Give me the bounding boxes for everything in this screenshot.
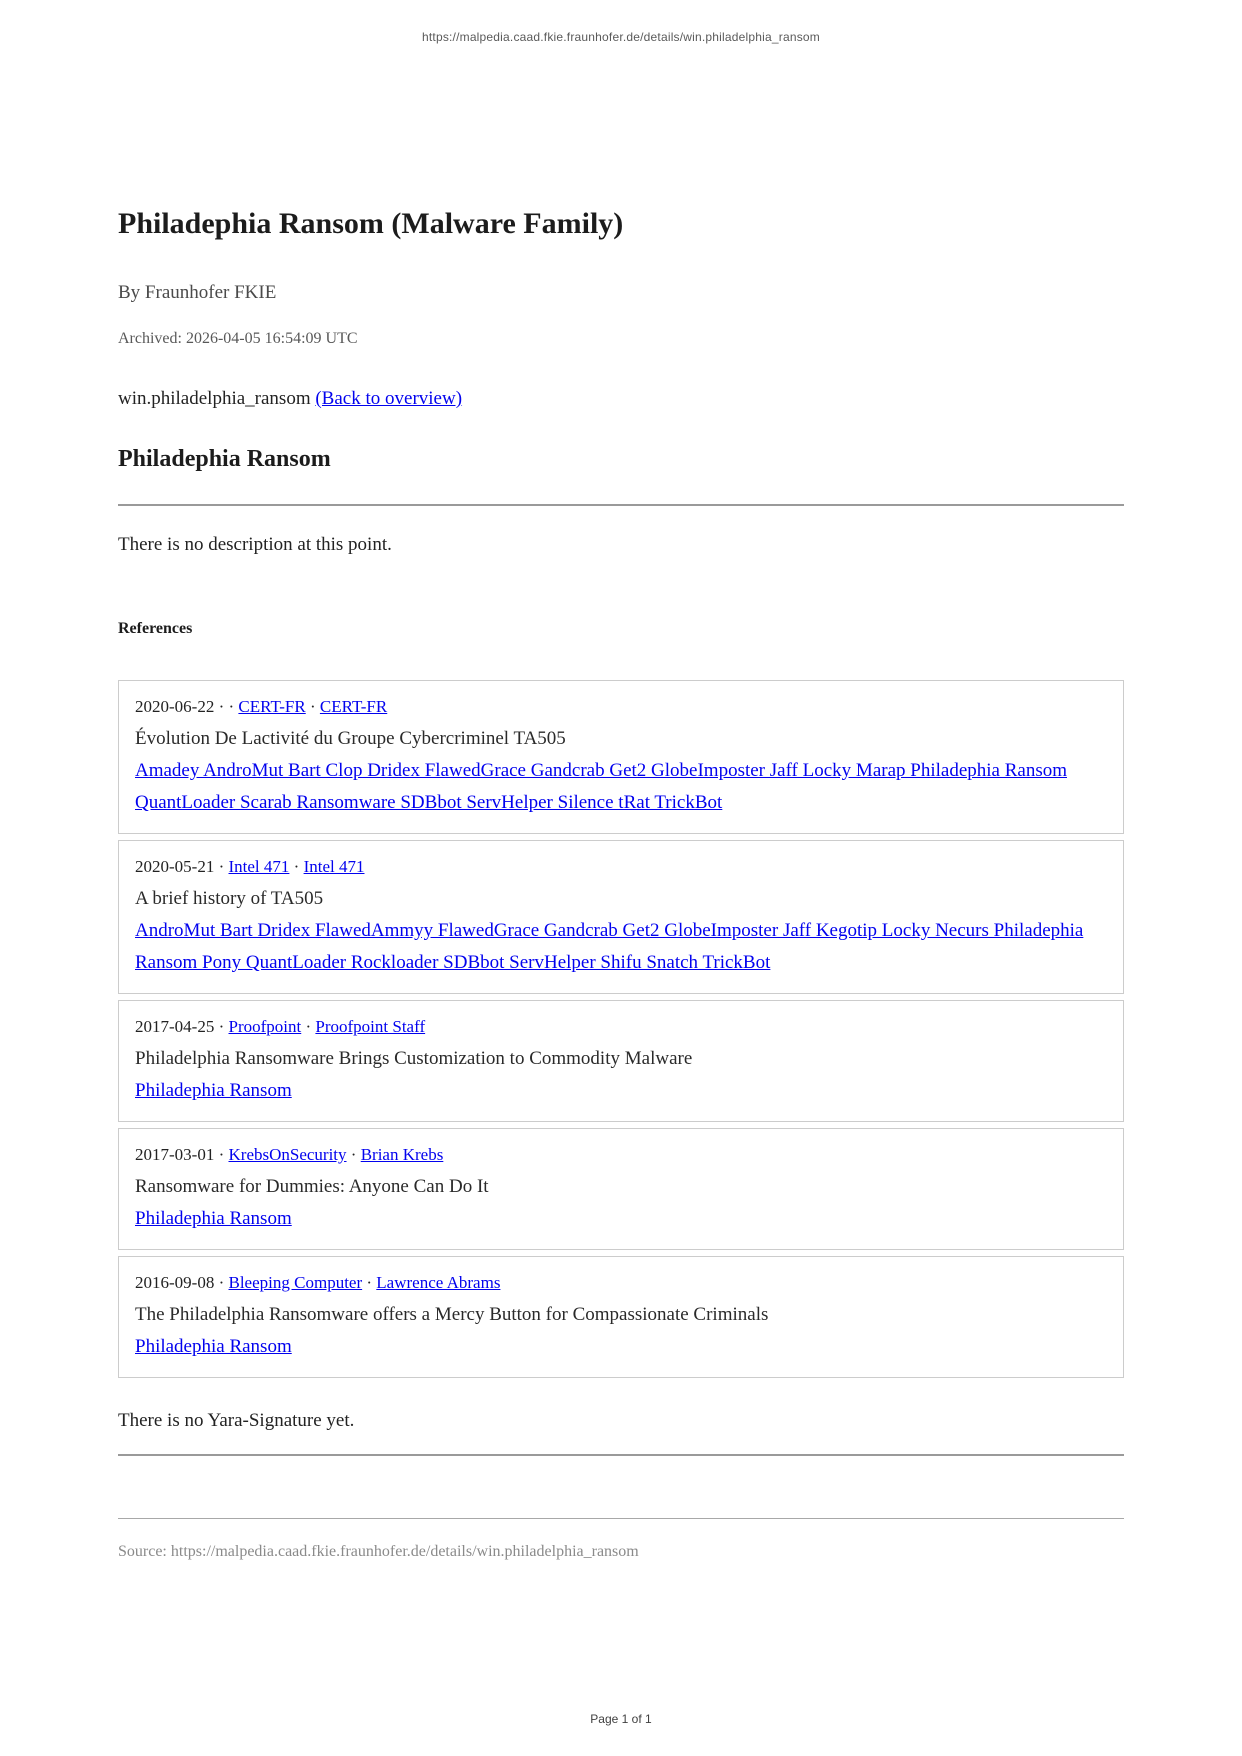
reference-card (118, 1128, 1124, 1250)
family-slug: win.philadelphia_ransom (118, 388, 311, 409)
family-heading: Philadephia Ransom (118, 446, 331, 472)
references-heading: References (118, 620, 193, 637)
reference-date: 2020-06-22 (135, 697, 215, 716)
reference-title: Ransomware for Dummies: Anyone Can Do It (135, 1176, 489, 1197)
source-link[interactable]: Proofpoint (228, 1017, 302, 1036)
separator-dot: · · (218, 697, 235, 716)
family-links-text[interactable]: Philadephia Ransom (135, 1208, 292, 1229)
archived-timestamp: Archived: 2026-04-05 16:54:09 UTC (118, 330, 358, 347)
reference-card (118, 1000, 1124, 1122)
separator-dot: · (309, 697, 316, 716)
family-links-text[interactable]: AndroMut Bart Dridex FlawedAmmyy FlawedGrace Gandcrab Get2 GlobeImposter Jaff Kegotip Locky Necurs Philadephia Ransom Pony QuantLoader Rockloader SDBbot ServHelper Shifu Snatch TrickBot (135, 920, 1084, 973)
content-column (118, 206, 1124, 1563)
yara-status-text: There is no Yara-Signature yet. (118, 1410, 355, 1431)
separator-dot: · (305, 1017, 312, 1036)
section-divider (118, 504, 1124, 506)
author-link[interactable]: Brian Krebs (360, 1145, 444, 1164)
reference-meta (135, 1139, 1107, 1171)
references-list (118, 680, 1124, 1378)
family-links-text[interactable]: Philadephia Ransom (135, 1080, 292, 1101)
family-links-text[interactable]: Amadey AndroMut Bart Clop Dridex FlawedGrace Gandcrab Get2 GlobeImposter Jaff Locky Marap Philadephia Ransom QuantLoader Scarab Ransomware SDBbot ServHelper Silence tRat TrickBot (135, 760, 1067, 813)
family-links (135, 915, 1107, 979)
page-title: Philadephia Ransom (Malware Family) (118, 207, 624, 240)
back-to-overview-link[interactable]: (Back to overview) (315, 388, 463, 409)
separator-dot: · (218, 1017, 225, 1036)
reference-title: Philadelphia Ransomware Brings Customization to Commodity Malware (135, 1048, 693, 1069)
page-number: Page 1 of 1 (590, 1712, 652, 1726)
reference-date: 2017-03-01 (135, 1145, 215, 1164)
family-links (135, 1331, 1107, 1363)
separator-dot: · (218, 1273, 225, 1292)
reference-date: 2016-09-08 (135, 1273, 215, 1292)
reference-date: 2020-05-21 (135, 857, 215, 876)
section-divider-bottom (118, 1454, 1124, 1456)
reference-meta (135, 1011, 1107, 1043)
author-link[interactable]: Lawrence Abrams (376, 1273, 501, 1292)
separator-dot: · (218, 857, 225, 876)
reference-title: Évolution De Lactivité du Groupe Cybercriminel TA505 (135, 728, 566, 749)
reference-date: 2017-04-25 (135, 1017, 215, 1036)
source-link[interactable]: CERT-FR (238, 697, 306, 716)
separator-dot: · (293, 857, 300, 876)
reference-meta (135, 851, 1107, 883)
separator-dot: · (218, 1145, 225, 1164)
family-links (135, 755, 1107, 819)
family-links (135, 1203, 1107, 1235)
family-slug-line (118, 386, 1124, 412)
source-link[interactable]: Intel 471 (228, 857, 290, 876)
reference-title: The Philadelphia Ransomware offers a Mercy Button for Compassionate Criminals (135, 1304, 769, 1325)
family-links-text[interactable]: Philadephia Ransom (135, 1336, 292, 1357)
reference-card (118, 1256, 1124, 1378)
author-link[interactable]: Intel 471 (303, 857, 365, 876)
footer-divider (118, 1518, 1124, 1519)
source-link[interactable]: Bleeping Computer (228, 1273, 363, 1292)
reference-title: A brief history of TA505 (135, 888, 324, 909)
reference-card (118, 840, 1124, 994)
byline: By Fraunhofer FKIE (118, 282, 277, 303)
separator-dot: · (350, 1145, 357, 1164)
reference-card (118, 680, 1124, 834)
separator-dot: · (366, 1273, 373, 1292)
description-text: There is no description at this point. (118, 534, 392, 555)
source-line: Source: https://malpedia.caad.fkie.fraunhofer.de/details/win.philadelphia_ransom (118, 1543, 639, 1560)
author-link[interactable]: CERT-FR (319, 697, 388, 716)
reference-meta (135, 691, 1107, 723)
author-link[interactable]: Proofpoint Staff (315, 1017, 426, 1036)
family-links (135, 1075, 1107, 1107)
source-link[interactable]: KrebsOnSecurity (228, 1145, 347, 1164)
reference-meta (135, 1267, 1107, 1299)
print-header-url: https://malpedia.caad.fkie.fraunhofer.de/details/win.philadelphia_ransom (422, 30, 820, 44)
